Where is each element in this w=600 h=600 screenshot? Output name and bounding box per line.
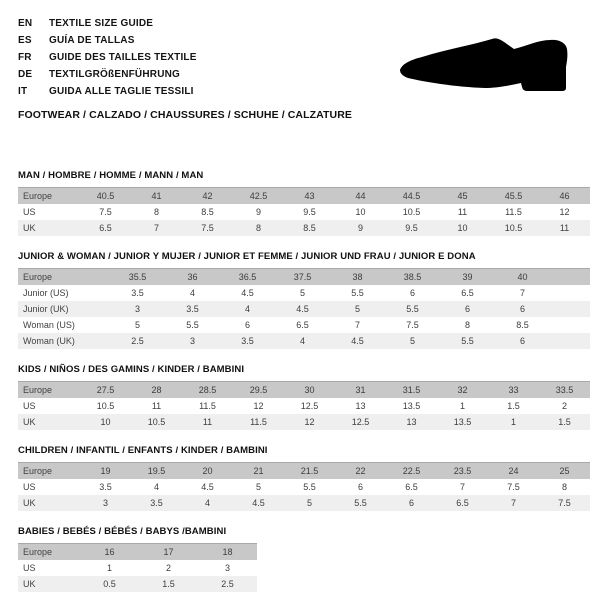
size-cell: 3 [80,495,131,511]
size-table [18,381,590,430]
size-cell: 5 [255,482,261,492]
spacer-cell [550,269,590,286]
table-title: CHILDREN / INFANTIL / ENFANTS / KINDER / BAMBINI [18,445,268,456]
row-label: UK [18,414,80,430]
header-row-label: Europe [18,188,80,205]
table-title: MAN / HOMBRE / HOMME / MANN / MAN [18,170,204,181]
size-cell: 5 [330,301,385,317]
size-cell: 12 [253,401,264,411]
size-cell: 5.5 [351,288,364,298]
size-column-header: 31.5 [386,382,437,399]
size-cell: 9.5 [303,207,316,217]
size-cell: 13 [355,401,366,411]
size-column-header: 46 [539,188,590,205]
size-cell: 11.5 [505,207,522,217]
size-column-header: 33.5 [539,382,590,399]
size-table [18,187,590,236]
size-cell: 6 [244,320,250,330]
table-title: KIDS / NIÑOS / DES GAMINS / KINDER / BAMBINI [18,364,245,375]
size-cell: 1 [488,414,539,430]
size-column-header: 40.5 [80,188,131,205]
size-cell: 11.5 [233,414,284,430]
row-label: US [23,482,36,492]
table-row [18,576,257,592]
size-column-header: 22 [335,463,386,480]
size-cell: 3.5 [131,288,144,298]
size-table-section-kids [18,365,590,430]
size-column-header: 19 [80,463,131,480]
table-row [18,317,590,333]
size-column-header: 17 [139,544,198,561]
size-cell: 4 [189,288,195,298]
size-cell: 11 [457,207,468,217]
size-cell: 4.5 [201,482,214,492]
size-cell: 11 [182,414,233,430]
size-cell: 6 [409,288,415,298]
language-code: ES [18,35,32,46]
size-cell: 2.5 [198,576,257,592]
size-cell: 13.5 [402,401,421,411]
header-row-label: Europe [18,382,80,399]
size-column-header: 38 [330,269,385,286]
size-cell: 11 [151,401,162,411]
size-cell: 5.5 [440,333,495,349]
size-cell: 2.5 [110,333,165,349]
spacer-cell [550,333,590,349]
size-column-header: 41 [131,188,182,205]
table-row [18,398,590,414]
row-label: US [23,563,36,573]
size-column-header: 32 [437,382,488,399]
size-cell: 4.5 [275,301,330,317]
row-label: Junior (US) [23,288,69,298]
size-cell: 1.5 [539,414,590,430]
size-cell: 4 [220,301,275,317]
size-column-header: 28.5 [182,382,233,399]
size-column-header: 38.5 [385,269,440,286]
category-heading: FOOTWEAR / CALZADO / CHAUSSURES / SCHUHE / CALZATURE [18,109,353,121]
size-column-header: 23.5 [437,463,488,480]
size-cell: 5 [385,333,440,349]
language-title: GUIDA ALLE TAGLIE TESSILI [49,86,194,97]
size-column-header: 16 [80,544,139,561]
size-table [18,462,590,511]
size-cell: 10 [80,414,131,430]
size-cell: 10.5 [131,414,182,430]
size-column-header: 44.5 [386,188,437,205]
size-cell: 8 [464,320,470,330]
table-title: JUNIOR & WOMAN / JUNIOR Y MUJER / JUNIOR ET FEMME / JUNIOR UND FRAU / JUNIOR E DONA [18,251,476,262]
size-cell: 0.5 [80,576,139,592]
table-row [18,479,590,495]
size-cell: 1 [106,563,112,573]
size-cell: 6.5 [437,495,488,511]
table-row [18,544,257,561]
size-cell: 6 [357,482,363,492]
size-cell: 3.5 [131,495,182,511]
size-cell: 8.5 [201,207,214,217]
size-cell: 7.5 [507,482,520,492]
size-cell: 11 [539,220,590,236]
size-cell: 7 [354,320,360,330]
size-column-header: 36.5 [220,269,275,286]
size-cell: 3 [110,301,165,317]
size-cell: 7 [131,220,182,236]
size-column-header: 24 [488,463,539,480]
size-table-section-junior-woman [18,252,590,349]
size-cell: 1.5 [507,401,520,411]
row-label: US [23,207,36,217]
language-title: GUÍA DE TALLAS [49,35,135,46]
size-column-header: 31 [335,382,386,399]
size-column-header: 25 [539,463,590,480]
size-cell: 12.5 [300,401,319,411]
size-column-header: 20 [182,463,233,480]
size-cell: 1 [459,401,465,411]
size-column-header: 45 [437,188,488,205]
language-title: GUIDE DES TAILLES TEXTILE [49,52,197,63]
size-cell: 6 [440,301,495,317]
row-label: US [23,401,36,411]
table-title: BABIES / BEBÉS / BÉBÉS / BABYS /BAMBINI [18,526,227,537]
header-row-label: Europe [18,463,80,480]
size-cell: 9 [255,207,261,217]
size-cell: 8 [561,482,567,492]
language-title: TEXTILGRÖßENFÜHRUNG [49,69,181,80]
size-cell: 6.5 [296,320,309,330]
row-label: Woman (UK) [18,333,110,349]
header-row-label: Europe [18,269,110,286]
size-cell: 6 [495,333,550,349]
size-cell: 5 [299,288,305,298]
size-cell: 8.5 [284,220,335,236]
shoe-icon [390,20,590,110]
table-row [18,220,590,236]
size-table-section-children [18,446,590,511]
size-column-header: 18 [198,544,257,561]
size-cell: 4.5 [233,495,284,511]
size-cell: 7 [459,482,465,492]
table-row [18,463,590,480]
size-column-header: 42 [182,188,233,205]
size-cell: 5.5 [385,301,440,317]
size-cell: 5.5 [303,482,316,492]
size-column-header: 27.5 [80,382,131,399]
size-column-header: 35.5 [110,269,165,286]
size-column-header: 44 [335,188,386,205]
size-cell: 6.5 [80,220,131,236]
size-cell: 13 [386,414,437,430]
size-cell: 6 [495,301,550,317]
language-code: EN [18,18,33,29]
size-cell: 9 [335,220,386,236]
table-row [18,285,590,301]
size-column-header: 37.5 [275,269,330,286]
table-row [18,188,590,205]
table-row [18,301,590,317]
language-code: IT [18,86,28,97]
size-cell: 3 [165,333,220,349]
size-cell: 2 [561,401,567,411]
table-row [18,333,590,349]
row-label: UK [18,220,80,236]
table-row [18,495,590,511]
row-label: Woman (US) [23,320,75,330]
spacer-cell [550,317,590,333]
size-cell: 5.5 [335,495,386,511]
size-column-header: 33 [488,382,539,399]
size-cell: 7.5 [182,220,233,236]
size-column-header: 29.5 [233,382,284,399]
size-cell: 5 [134,320,140,330]
size-cell: 3 [224,563,230,573]
size-cell: 1.5 [139,576,198,592]
size-cell: 5.5 [186,320,199,330]
size-cell: 11.5 [199,401,216,411]
size-column-header: 21 [233,463,284,480]
size-column-header: 39 [440,269,495,286]
table-row [18,382,590,399]
language-code: DE [18,69,33,80]
language-title: TEXTILE SIZE GUIDE [49,18,154,29]
size-cell: 7 [488,495,539,511]
size-cell: 10.5 [402,207,421,217]
size-cell: 12 [559,207,570,217]
table-row [18,204,590,220]
size-cell: 4 [182,495,233,511]
size-column-header: 28 [131,382,182,399]
spacer-cell [550,285,590,301]
size-cell: 3.5 [165,301,220,317]
size-column-header: 36 [165,269,220,286]
header-row-label: Europe [18,544,80,561]
size-table [18,268,590,349]
size-cell: 7 [519,288,525,298]
size-cell: 4.5 [330,333,385,349]
size-column-header: 42.5 [233,188,284,205]
size-table-section-man [18,171,590,236]
size-table-section-babies [18,527,590,592]
size-cell: 12 [284,414,335,430]
language-code: FR [18,52,32,63]
size-table [18,543,257,592]
size-cell: 8 [153,207,159,217]
size-cell: 10.5 [96,401,115,411]
table-row [18,414,590,430]
size-column-header: 19.5 [131,463,182,480]
size-cell: 4 [275,333,330,349]
size-cell: 7.5 [406,320,419,330]
size-cell: 13.5 [437,414,488,430]
row-label: UK [18,576,80,592]
size-cell: 4.5 [241,288,254,298]
size-cell: 8 [233,220,284,236]
size-cell: 2 [165,563,171,573]
size-cell: 12.5 [335,414,386,430]
table-row [18,560,257,576]
size-column-header: 30 [284,382,335,399]
size-cell: 6.5 [405,482,418,492]
table-row [18,269,590,286]
size-cell: 5 [284,495,335,511]
row-label: UK [18,495,80,511]
spacer-cell [550,301,590,317]
size-column-header: 43 [284,188,335,205]
size-cell: 10 [355,207,366,217]
size-cell: 7.5 [539,495,590,511]
size-cell: 6.5 [461,288,474,298]
size-column-header: 45.5 [488,188,539,205]
size-cell: 6 [386,495,437,511]
size-cell: 9.5 [386,220,437,236]
size-cell: 7.5 [99,207,112,217]
size-cell: 10 [437,220,488,236]
row-label: Junior (UK) [18,301,110,317]
size-column-header: 22.5 [386,463,437,480]
size-cell: 4 [153,482,159,492]
size-cell: 10.5 [488,220,539,236]
size-column-header: 21.5 [284,463,335,480]
size-cell: 8.5 [516,320,529,330]
size-column-header: 40 [495,269,550,286]
size-cell: 3.5 [99,482,112,492]
size-cell: 3.5 [220,333,275,349]
